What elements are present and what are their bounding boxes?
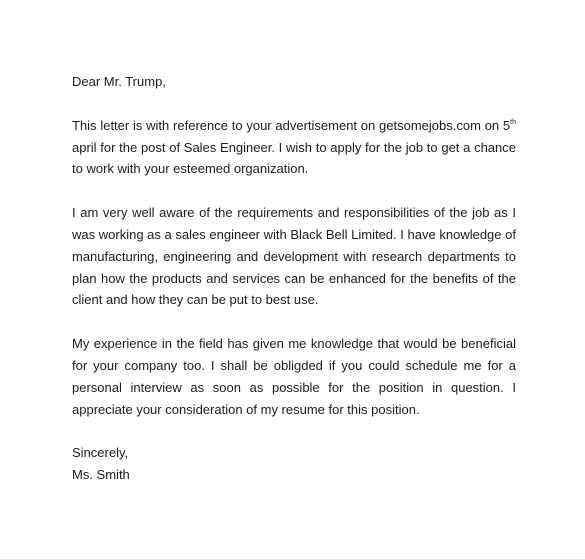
paragraph-reference [72, 115, 516, 180]
ordinal-suffix: th [510, 118, 516, 126]
paragraph-request: My experience in the field has given me knowledge that would be beneficial for your company too. I shall be obligded if you could schedule me for a personal interview as soon as possible for the position in question. I appreciate your consideration of my resume for this position. [72, 336, 516, 417]
paragraph-qualifications: I am very well aware of the requirements and responsibilities of the job as I was working as a sales engineer with Black Bell Limited. I have knowledge of manufacturing, engineering and development with research departments to plan how the products and services can be enhanced for the benefits of the client and how they can be put to best use. [72, 205, 516, 308]
paragraph-reference-text-end: april for the post of Sales Engineer. I wish to apply for the job to get a chance to work with your esteemed organization. [72, 139, 516, 177]
closing: Sincerely, [72, 445, 129, 461]
salutation: Dear Mr. Trump, [72, 74, 166, 89]
signature-name: Ms. Smith [72, 467, 130, 483]
cover-letter [72, 71, 516, 486]
paragraph-reference-text-start: This letter is with reference to your advertisement on getsomejobs.com on 5 [72, 117, 511, 133]
